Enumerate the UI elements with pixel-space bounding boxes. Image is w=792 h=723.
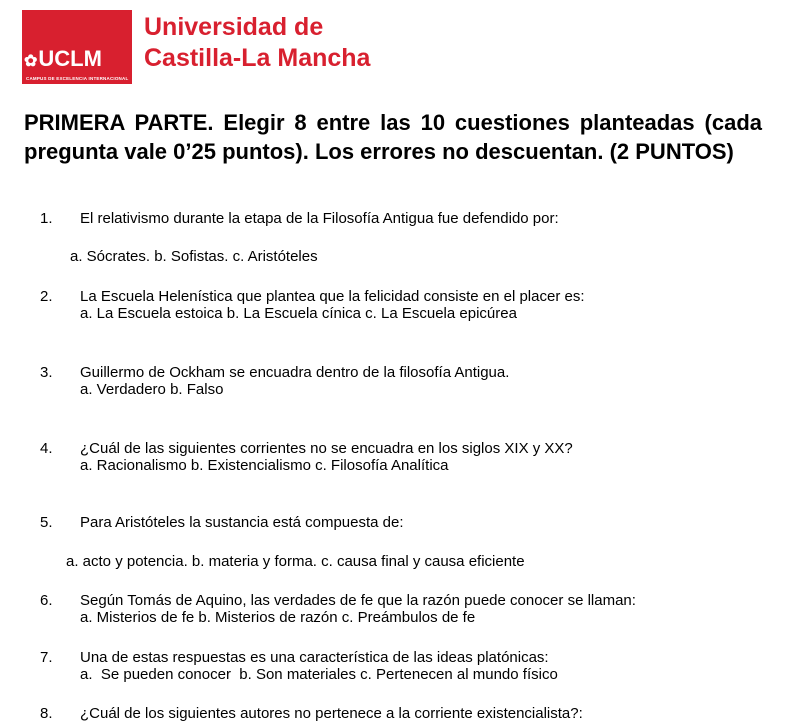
question-text: ¿Cuál de los siguientes autores no pertenece a la corriente existencialista?: (80, 705, 583, 722)
question-5-options: a. acto y potencia. b. materia y forma. c. causa final y causa eficiente (66, 553, 525, 570)
question-number: 8. (40, 705, 53, 722)
question-3-options: a. Verdadero b. Falso (80, 381, 224, 398)
logo-subtitle: CAMPUS DE EXCELENCIA INTERNACIONAL (26, 76, 129, 81)
question-text: Guillermo de Ockham se encuadra dentro de la filosofía Antigua. (80, 364, 510, 381)
question-number: 3. (40, 364, 53, 381)
question-text: Según Tomás de Aquino, las verdades de fe que la razón puede conocer se llaman: (80, 592, 636, 609)
question-4-options: a. Racionalismo b. Existencialismo c. Filosofía Analítica (80, 457, 449, 474)
section-title: PRIMERA PARTE. Elegir 8 entre las 10 cuestiones planteadas (cada pregunta vale 0’25 puntos). Los errores no descuentan. (2 PUNTOS) (24, 110, 762, 164)
question-number: 5. (40, 514, 53, 531)
question-number: 1. (40, 210, 53, 227)
question-6-options: a. Misterios de fe b. Misterios de razón c. Preámbulos de fe (80, 609, 476, 626)
question-text: El relativismo durante la etapa de la Filosofía Antigua fue defendido por: (80, 210, 559, 227)
question-7-options: a. Se pueden conocer b. Son materiales c. Pertenecen al mundo físico (80, 666, 558, 683)
question-number: 6. (40, 592, 53, 609)
uclm-logo (22, 10, 132, 84)
question-number: 7. (40, 649, 53, 666)
question-number: 2. (40, 288, 53, 305)
question-1-options: a. Sócrates. b. Sofistas. c. Aristóteles (70, 248, 318, 265)
university-line2: Castilla-La Mancha (144, 44, 371, 72)
university-name (144, 12, 370, 74)
question-number: 4. (40, 440, 53, 457)
question-2-options: a. La Escuela estoica b. La Escuela cínica c. La Escuela epicúrea (80, 305, 517, 322)
university-line1: Universidad de (144, 13, 324, 41)
flame-icon: ✿ (24, 53, 38, 70)
question-text: ¿Cuál de las siguientes corrientes no se encuadra en los siglos XIX y XX? (80, 440, 573, 457)
question-text: Para Aristóteles la sustancia está compuesta de: (80, 514, 404, 531)
question-text: La Escuela Helenística que plantea que la felicidad consiste en el placer es: (80, 288, 585, 305)
logo-text: UCLM (38, 46, 102, 71)
question-text: Una de estas respuestas es una característica de las ideas platónicas: (80, 649, 549, 666)
